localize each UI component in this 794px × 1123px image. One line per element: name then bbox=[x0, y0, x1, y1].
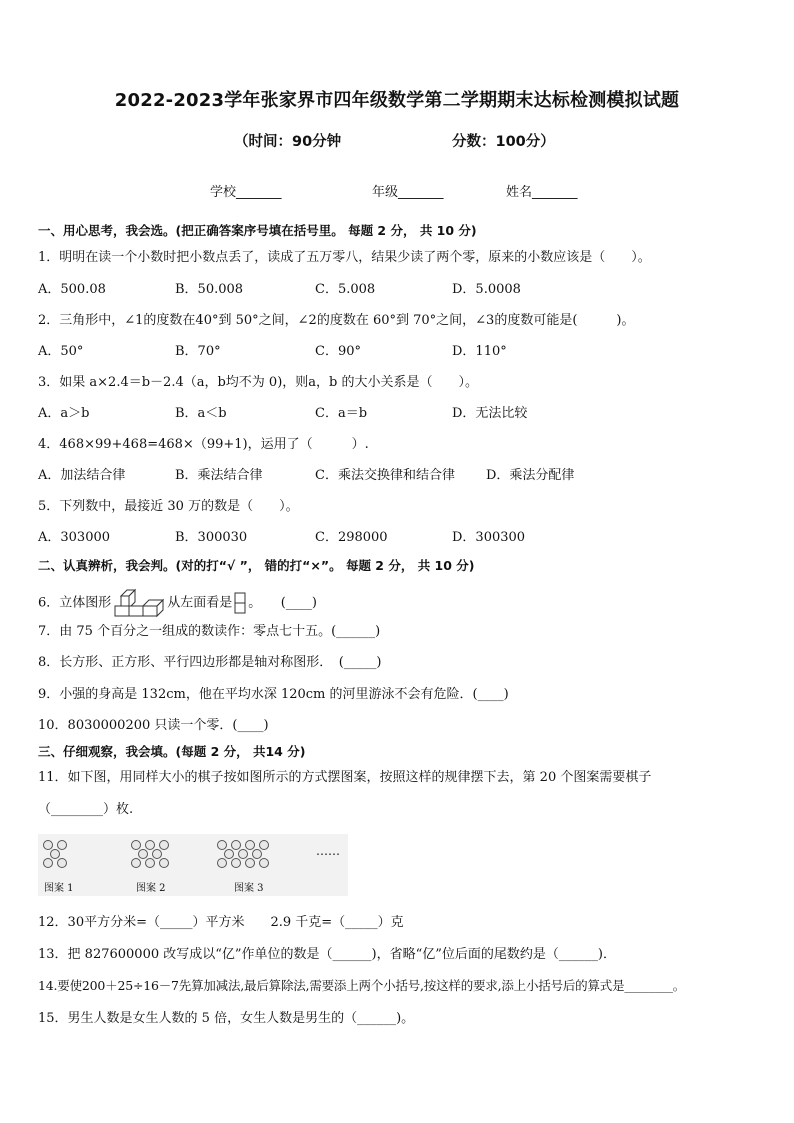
pattern-ellipsis: …… bbox=[316, 844, 340, 858]
question-12: 12．30平方分米=（_____）平方米 2.9 千克=（_____）克 bbox=[38, 915, 404, 930]
option-b[interactable]: B．50.008 bbox=[175, 282, 244, 297]
section-2-heading: 二、认真辨析，我会判。(对的打“√ ”， 错的打“×”。 每题 2 分， 共 10 分) bbox=[38, 558, 475, 573]
option-d[interactable]: D．110° bbox=[452, 344, 507, 359]
option-a[interactable]: A．500.08 bbox=[38, 282, 106, 297]
question-6-middle: 从左面看是 bbox=[167, 595, 233, 611]
school-field[interactable]: 学校_______ bbox=[210, 185, 282, 200]
question-1: 1．明明在读一个小数时把小数点丢了，读成了五万零八，结果少读了两个零，原来的小数应该是（ ）。 bbox=[38, 250, 651, 265]
question-10: 10．8030000200 只读一个零．(____) bbox=[38, 718, 269, 733]
cube-stack-figure bbox=[113, 588, 165, 618]
grade-field[interactable]: 年级_______ bbox=[372, 185, 444, 200]
chess-pattern-figure bbox=[38, 834, 348, 896]
exam-time: （时间：90分钟 bbox=[234, 134, 342, 150]
question-8: 8．长方形、正方形、平行四边形都是轴对称图形． (_____) bbox=[38, 655, 382, 670]
option-b[interactable]: B．乘法结合律 bbox=[175, 468, 263, 483]
option-a[interactable]: A．303000 bbox=[38, 530, 111, 545]
option-c[interactable]: C．90° bbox=[315, 344, 361, 359]
pattern-circles bbox=[38, 834, 348, 878]
question-11-line-2: （________）枚. bbox=[38, 802, 134, 817]
question-15: 15．男生人数是女生人数的 5 倍，女生人数是男生的（______)。 bbox=[38, 1011, 415, 1026]
question-3: 3．如果 a×2.4＝b－2.4（a，b均不为 0)，则a，b 的大小关系是（ ）。 bbox=[38, 375, 478, 390]
question-6-suffix: 。 (____) bbox=[248, 595, 317, 611]
option-a[interactable]: A．加法结合律 bbox=[38, 468, 126, 483]
question-7: 7．由 75 个百分之一组成的数读作：零点七十五。(______) bbox=[38, 624, 381, 639]
question-2: 2．三角形中，∠1的度数在40°到 50°之间，∠2的度数在 60°到 70°之间，∠3的度数可能是( )。 bbox=[38, 313, 635, 328]
option-b[interactable]: B．300030 bbox=[175, 530, 248, 545]
question-9: 9．小强的身高是 132cm，他在平均水深 120cm 的河里游泳不会有危险．(____) bbox=[38, 687, 509, 702]
option-a[interactable]: A．a＞b bbox=[38, 406, 90, 421]
option-c[interactable]: C．a＝b bbox=[315, 406, 368, 421]
question-11-line-1: 11．如下图，用同样大小的棋子按如图所示的方式摆图案，按照这样的规律摆下去，第 20 个图案需要棋子 bbox=[38, 770, 652, 785]
left-view-figure bbox=[234, 592, 246, 614]
question-13: 13．把 827600000 改写成以“亿”作单位的数是（______)，省略“亿”位后面的尾数约是（______)． bbox=[38, 947, 616, 962]
option-c[interactable]: C．5.008 bbox=[315, 282, 376, 297]
option-b[interactable]: B．a＜b bbox=[175, 406, 227, 421]
page-title: 2022-2023学年张家界市四年级数学第二学期期末达标检测模拟试题 bbox=[114, 90, 680, 111]
pattern-2-label: 图案 2 bbox=[136, 883, 166, 894]
option-c[interactable]: C．乘法交换律和结合律 bbox=[315, 468, 455, 483]
section-1-heading: 一、用心思考，我会选。(把正确答案序号填在括号里。 每题 2 分， 共 10 分) bbox=[38, 223, 477, 238]
question-6-prefix: 6．立体图形 bbox=[38, 595, 112, 611]
option-d[interactable]: D．300300 bbox=[452, 530, 526, 545]
section-3-heading: 三、仔细观察，我会填。(每题 2 分， 共14 分) bbox=[38, 744, 306, 759]
option-b[interactable]: B．70° bbox=[175, 344, 221, 359]
question-4: 4．468×99+468=468×（99+1)，运用了（ ）. bbox=[38, 437, 369, 452]
option-d[interactable]: D．乘法分配律 bbox=[486, 468, 575, 483]
option-a[interactable]: A．50° bbox=[38, 344, 84, 359]
question-6 bbox=[38, 588, 774, 618]
question-14: 14.要使200＋25÷16－7先算加减法,最后算除法,需要添上两个小括号,按这样的要求,添上小括号后的算式是________。 bbox=[38, 978, 686, 993]
option-d[interactable]: D．5.0008 bbox=[452, 282, 521, 297]
option-d[interactable]: D．无法比较 bbox=[452, 406, 528, 421]
pattern-3-label: 图案 3 bbox=[234, 883, 264, 894]
question-5: 5．下列数中，最接近 30 万的数是（ ）。 bbox=[38, 499, 299, 514]
name-field[interactable]: 姓名_______ bbox=[506, 185, 578, 200]
pattern-1-label: 图案 1 bbox=[44, 883, 74, 894]
option-c[interactable]: C．298000 bbox=[315, 530, 388, 545]
exam-score: 分数：100分） bbox=[452, 134, 555, 150]
